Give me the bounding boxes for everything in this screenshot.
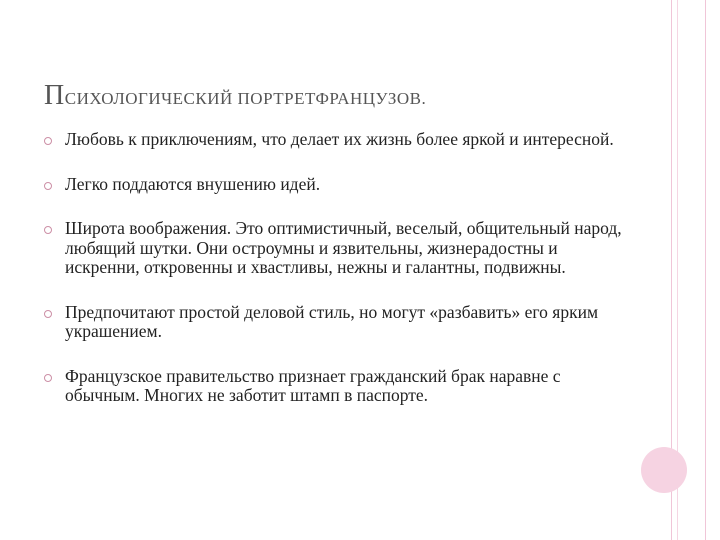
bullet-list [44, 130, 624, 431]
slide-title [44, 80, 426, 112]
hollow-circle-icon [44, 137, 52, 145]
bullet-item [44, 303, 624, 342]
bullet-item [44, 175, 624, 195]
title-word-1: СИХОЛОГИЧЕСКИЙ [64, 89, 238, 108]
hollow-circle-icon [44, 226, 52, 234]
title-word-2: ПОРТРЕТ [237, 89, 316, 108]
bullet-text: Любовь к приключениям, что делает их жизнь более яркой и интересной. [65, 129, 614, 149]
bullet-text: Французское правительство признает гражданский брак наравне с обычным. Многих не заботит штамп в паспорте. [65, 365, 561, 405]
bullet-text: Предпочитают простой деловой стиль, но могут «разбавить» его ярким украшением. [65, 301, 599, 341]
bullet-item [44, 130, 624, 150]
hollow-circle-icon [44, 310, 52, 318]
hollow-circle-icon [44, 374, 52, 382]
bullet-item [44, 219, 624, 278]
title-dot: . [421, 89, 427, 108]
pink-circle-decor [641, 447, 687, 493]
title-initial: П [44, 80, 65, 111]
bullet-text: Легко поддаются внушению идей. [65, 173, 321, 194]
title-word-3: ФРАНЦУЗОВ [315, 89, 422, 108]
bullet-text: Широта воображения. Это оптимистичный, веселый, общительный народ, любящий шутки. Они остроумны и язвительны, жизнерадостны и искренни, откровенны и хвастливы, нежны и галантны, подвижны. [65, 218, 622, 277]
hollow-circle-icon [44, 182, 52, 190]
frame-line-right [705, 0, 706, 540]
bullet-item [44, 367, 624, 406]
